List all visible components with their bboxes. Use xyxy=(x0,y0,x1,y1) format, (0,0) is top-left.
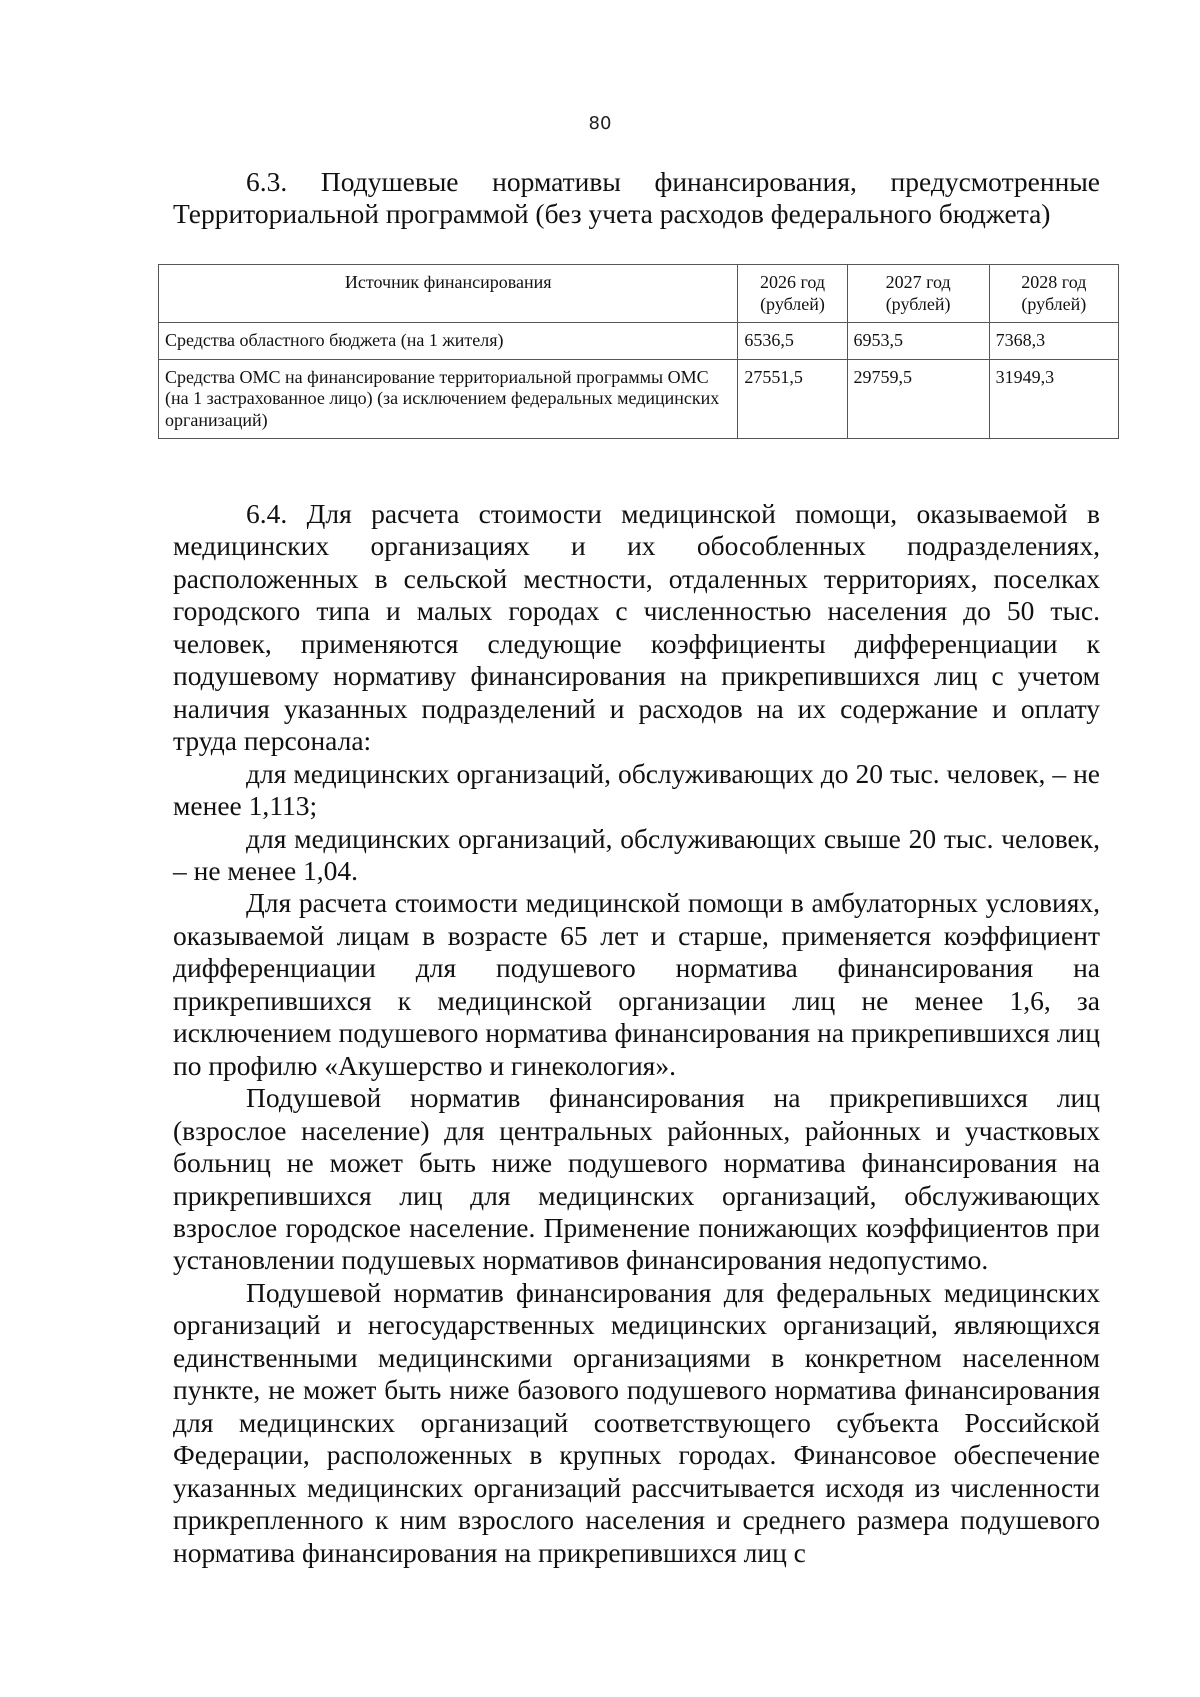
paragraph-6-4: 6.4. Для расчета стоимости медицинской помощи, оказываемой в медицинских организациях и их обособленных подразделениях, расположенных в сельской местности, отдаленных территориях, поселках городского типа и малых городах с численностью населения до 50 тыс. человек, применяются следующие коэффициенты дифференциации к подушевому нормативу финансирования на прикрепившихся лиц с учетом наличия указанных подразделений и расходов на их содержание и оплату труда персонала: xyxy=(173,498,1100,757)
header-2027: 2027 год (рублей) xyxy=(847,265,989,323)
cell-2028: 31949,3 xyxy=(989,359,1118,439)
body-text xyxy=(173,498,1100,1569)
cell-2026: 6536,5 xyxy=(738,323,847,360)
paragraph-coef-up-to-20k: для медицинских организаций, обслуживающих до 20 тыс. человек, – не менее 1,113; xyxy=(173,757,1100,822)
cell-2028: 7368,3 xyxy=(989,323,1118,360)
header-source: Источник финансирования xyxy=(159,265,738,323)
cell-2027: 29759,5 xyxy=(847,359,989,439)
paragraph-rural-hospitals: Подушевой норматив финансирования на прикрепившихся лиц (взрослое население) для центральных районных, районных и участковых больниц не может быть ниже подушевого норматива финансирования на прикрепившихся лиц для медицинских организаций, обслуживающих взрослое городское население. Применение понижающих коэффициентов при установлении подушевых нормативов финансирования недопустимо. xyxy=(173,1082,1100,1276)
table-row xyxy=(159,323,1119,360)
section-6-3 xyxy=(173,166,1100,231)
table-row xyxy=(159,359,1119,439)
cell-2027: 6953,5 xyxy=(847,323,989,360)
paragraph-coef-over-20k: для медицинских организаций, обслуживающих свыше 20 тыс. человек, – не менее 1,04. xyxy=(173,822,1100,886)
section-heading: 6.3. Подушевые нормативы финансирования, предусмотренные Территориальной программой (без учета расходов федерального бюджета) xyxy=(173,166,1100,230)
cell-source: Средства областного бюджета (на 1 жителя) xyxy=(159,323,738,360)
cell-2026: 27551,5 xyxy=(738,359,847,439)
header-2028: 2028 год (рублей) xyxy=(989,265,1118,323)
page-number: 80 xyxy=(588,113,612,134)
financing-table xyxy=(158,264,1119,439)
header-2026: 2026 год (рублей) xyxy=(738,265,847,323)
paragraph-65-plus: Для расчета стоимости медицинской помощи в амбулаторных условиях, оказываемой лицам в возрасте 65 лет и старше, применяется коэффициент дифференциации для подушевого норматива финансирования на прикрепившихся к медицинской организации лиц не менее 1,6, за исключением подушевого норматива финансирования на прикрепившихся лиц по профилю «Акушерство и гинекология». xyxy=(173,887,1100,1081)
table-header-row xyxy=(159,265,1119,323)
paragraph-federal-orgs: Подушевой норматив финансирования для федеральных медицинских организаций и негосударственных медицинских организаций, являющихся единственными медицинскими организациями в конкретном населенном пункте, не может быть ниже базового подушевого норматива финансирования для медицинских организаций соответствующего субъекта Российской Федерации, расположенных в крупных городах. Финансовое обеспечение указанных медицинских организаций рассчитывается исходя из численности прикрепленного к ним взрослого населения и среднего размера подушевого норматива финансирования на прикрепившихся лиц с xyxy=(173,1276,1100,1568)
cell-source: Средства ОМС на финансирование территориальной программы ОМС (на 1 застрахованное лицо) (за исключением федеральных медицинских организаций) xyxy=(159,359,738,439)
